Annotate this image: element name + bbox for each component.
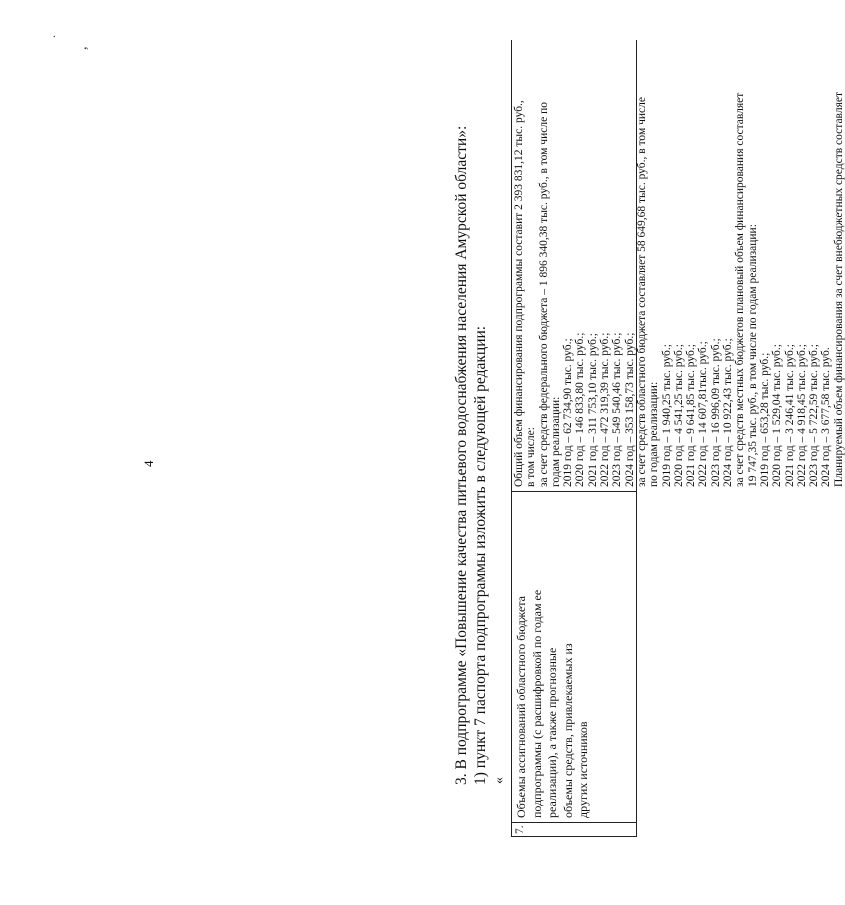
section-heading xyxy=(452,126,490,785)
funding-line: 2021 год – 3 246,41 тыс. руб.; xyxy=(783,344,796,487)
funding-line: годам реализации: xyxy=(549,396,562,487)
funding-line: 2023 год – 16 996,09 тыс. руб.; xyxy=(709,338,722,487)
funding-line: 2024 год – 353 158,73 тыс. руб.; xyxy=(623,332,636,487)
funding-line: 2019 год – 1 940,25 тыс. руб.; xyxy=(660,344,673,487)
scan-dot-mark: . xyxy=(44,35,58,38)
funding-line: по годам реализации: xyxy=(648,381,661,487)
funding-line: 2019 год – 62 734,90 тыс. руб.; xyxy=(562,338,575,487)
scan-comma-mark: , xyxy=(75,46,90,50)
funding-line: 2022 год – 4 918,45 тыс. руб.; xyxy=(795,344,808,487)
item-name-text xyxy=(514,590,592,818)
row-number: 7. xyxy=(514,825,526,834)
heading-line-1: 3. В подпрограмме «Повышение качества питьевого водоснабжения населения Амурской области»: xyxy=(453,125,470,785)
funding-line: 2020 год – 146 833,80 тыс. руб.; xyxy=(574,332,587,487)
name-line: других источников xyxy=(576,721,590,818)
item-name-cell xyxy=(512,491,636,822)
row-number-cell xyxy=(512,822,636,836)
funding-line: 2021 год – 311 753,10 тыс. руб.; xyxy=(586,333,599,487)
funding-line: за счет средств местных бюджетов плановый объем финансирования составляет xyxy=(734,92,747,487)
passport-table xyxy=(511,40,845,837)
funding-line: в том числе: xyxy=(525,427,538,487)
funding-line: Общий объем финансирования подпрограммы составит 2 393 831,12 тыс. руб., xyxy=(513,100,525,487)
funding-line: 2022 год – 14 607,81тыс. руб.; xyxy=(697,341,710,487)
name-line: Объемы ассигнований областного бюджета xyxy=(514,596,528,818)
name-line: подпрограммы (с расшифровкой по годам ее xyxy=(529,589,544,818)
funding-line: 19 747,35 тыс. руб., в том числе по годам реализации: xyxy=(746,224,759,487)
funding-line: за счет средств федерального бюджета – 1 896 340,38 тыс. руб., в том числе по xyxy=(537,102,550,487)
name-line: реализации), а также прогнозные xyxy=(545,647,559,818)
funding-line: 2023 год – 549 540,46 тыс. руб.; xyxy=(611,332,624,487)
funding-line: 2020 год – 1 529,04 тыс. руб.; xyxy=(771,344,784,487)
heading-line-2: 1) пункт 7 паспорта подпрограммы изложить в следующей редакции: xyxy=(472,325,489,785)
funding-line: за счет средств областного бюджета составляет 58 649,68 тыс. руб., в том числе xyxy=(635,96,648,487)
name-line: объемы средств, привлекаемых из xyxy=(560,643,575,818)
opening-quote: « xyxy=(492,777,507,784)
funding-line: 2019 год – 653,28 тыс. руб.; xyxy=(758,352,771,487)
funding-line: 2021 год – 9 641,85 тыс. руб.; xyxy=(685,344,698,487)
item-value-cell xyxy=(512,39,845,491)
page-number: 4 xyxy=(141,460,156,467)
funding-line: 2023 год – 5 722,59 тыс. руб.; xyxy=(808,344,821,487)
funding-line: Планируемый объем финансирования за счет внебюджетных средств составляет xyxy=(832,92,845,487)
funding-line: 2024 год – 10 922,43 тыс. руб.; xyxy=(722,338,735,487)
funding-line: 2022 год – 472 319,39 тыс. руб.; xyxy=(599,332,612,487)
funding-line: 2024 год – 3 677,58 тыс. руб. xyxy=(820,347,833,487)
funding-text xyxy=(513,92,845,487)
funding-line: 2020 год – 4 541,25 тыс. руб.; xyxy=(672,344,685,487)
